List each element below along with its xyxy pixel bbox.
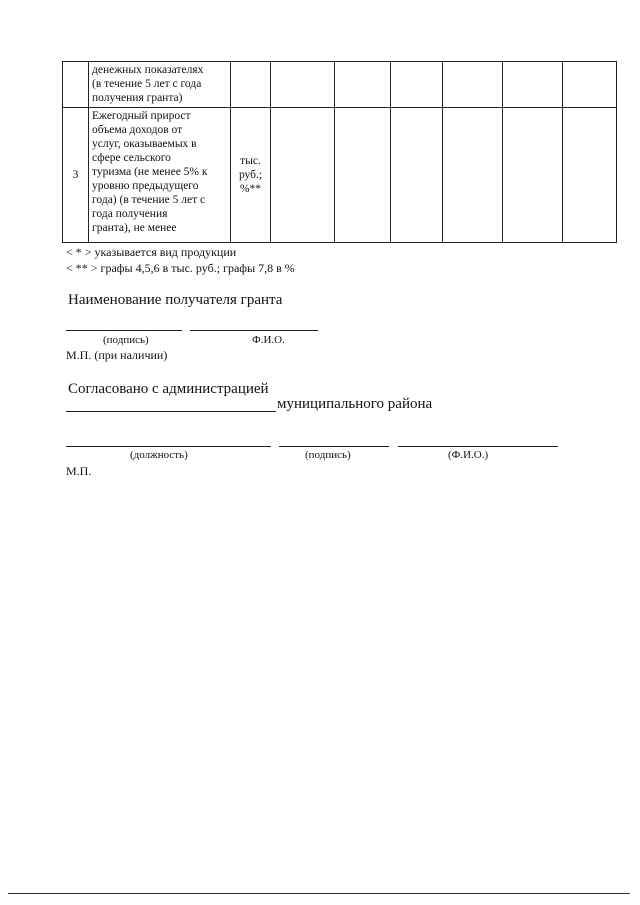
row-number bbox=[63, 62, 89, 108]
indicators-table bbox=[62, 61, 617, 243]
table-cell bbox=[391, 62, 443, 108]
position-label: (должность) bbox=[130, 449, 188, 461]
recipient-signature-line bbox=[66, 330, 182, 331]
table-cell bbox=[503, 108, 563, 243]
approval-signature-line bbox=[279, 446, 389, 447]
table-cell bbox=[443, 108, 503, 243]
footnote-1: < * > указывается вид продукции bbox=[66, 245, 237, 259]
approval-sign-label: (подпись) bbox=[305, 449, 351, 461]
table-cell bbox=[563, 62, 617, 108]
table-cell bbox=[271, 62, 335, 108]
table-row bbox=[63, 62, 617, 108]
footnote-2: < ** > графы 4,5,6 в тыс. руб.; графы 7,8 в % bbox=[66, 261, 295, 275]
page-bottom-rule bbox=[8, 893, 630, 894]
table-cell bbox=[271, 108, 335, 243]
row-description: Ежегодный прирост объема доходов от услуг, оказываемых в сфере сельского туризма (не менее 5% к уровню предыдущего года) (в течение 5 лет с года получения гранта), не менее bbox=[89, 108, 231, 243]
recipient-stamp: М.П. (при наличии) bbox=[66, 348, 168, 362]
row-unit bbox=[231, 62, 271, 108]
row-number: 3 bbox=[63, 108, 89, 243]
approval-title: Согласовано с администрацией bbox=[68, 381, 269, 397]
table-cell bbox=[503, 62, 563, 108]
table-cell bbox=[443, 62, 503, 108]
row-description: денежных показателях (в течение 5 лет с года получения гранта) bbox=[89, 62, 231, 108]
recipient-fio-line bbox=[190, 330, 318, 331]
recipient-fio-label: Ф.И.О. bbox=[252, 334, 285, 346]
district-suffix: муниципального района bbox=[277, 396, 433, 412]
table-cell bbox=[391, 108, 443, 243]
table-cell bbox=[563, 108, 617, 243]
district-name-line bbox=[66, 411, 276, 412]
approval-fio-label: (Ф.И.О.) bbox=[448, 449, 489, 461]
table-row bbox=[63, 108, 617, 243]
approval-stamp: М.П. bbox=[66, 464, 92, 478]
recipient-title: Наименование получателя гранта bbox=[68, 292, 283, 308]
table-cell bbox=[335, 62, 391, 108]
approval-fio-line bbox=[398, 446, 558, 447]
position-line bbox=[66, 446, 271, 447]
table-cell bbox=[335, 108, 391, 243]
recipient-sign-label: (подпись) bbox=[103, 334, 149, 346]
row-unit: тыс. руб.; %** bbox=[231, 108, 271, 243]
